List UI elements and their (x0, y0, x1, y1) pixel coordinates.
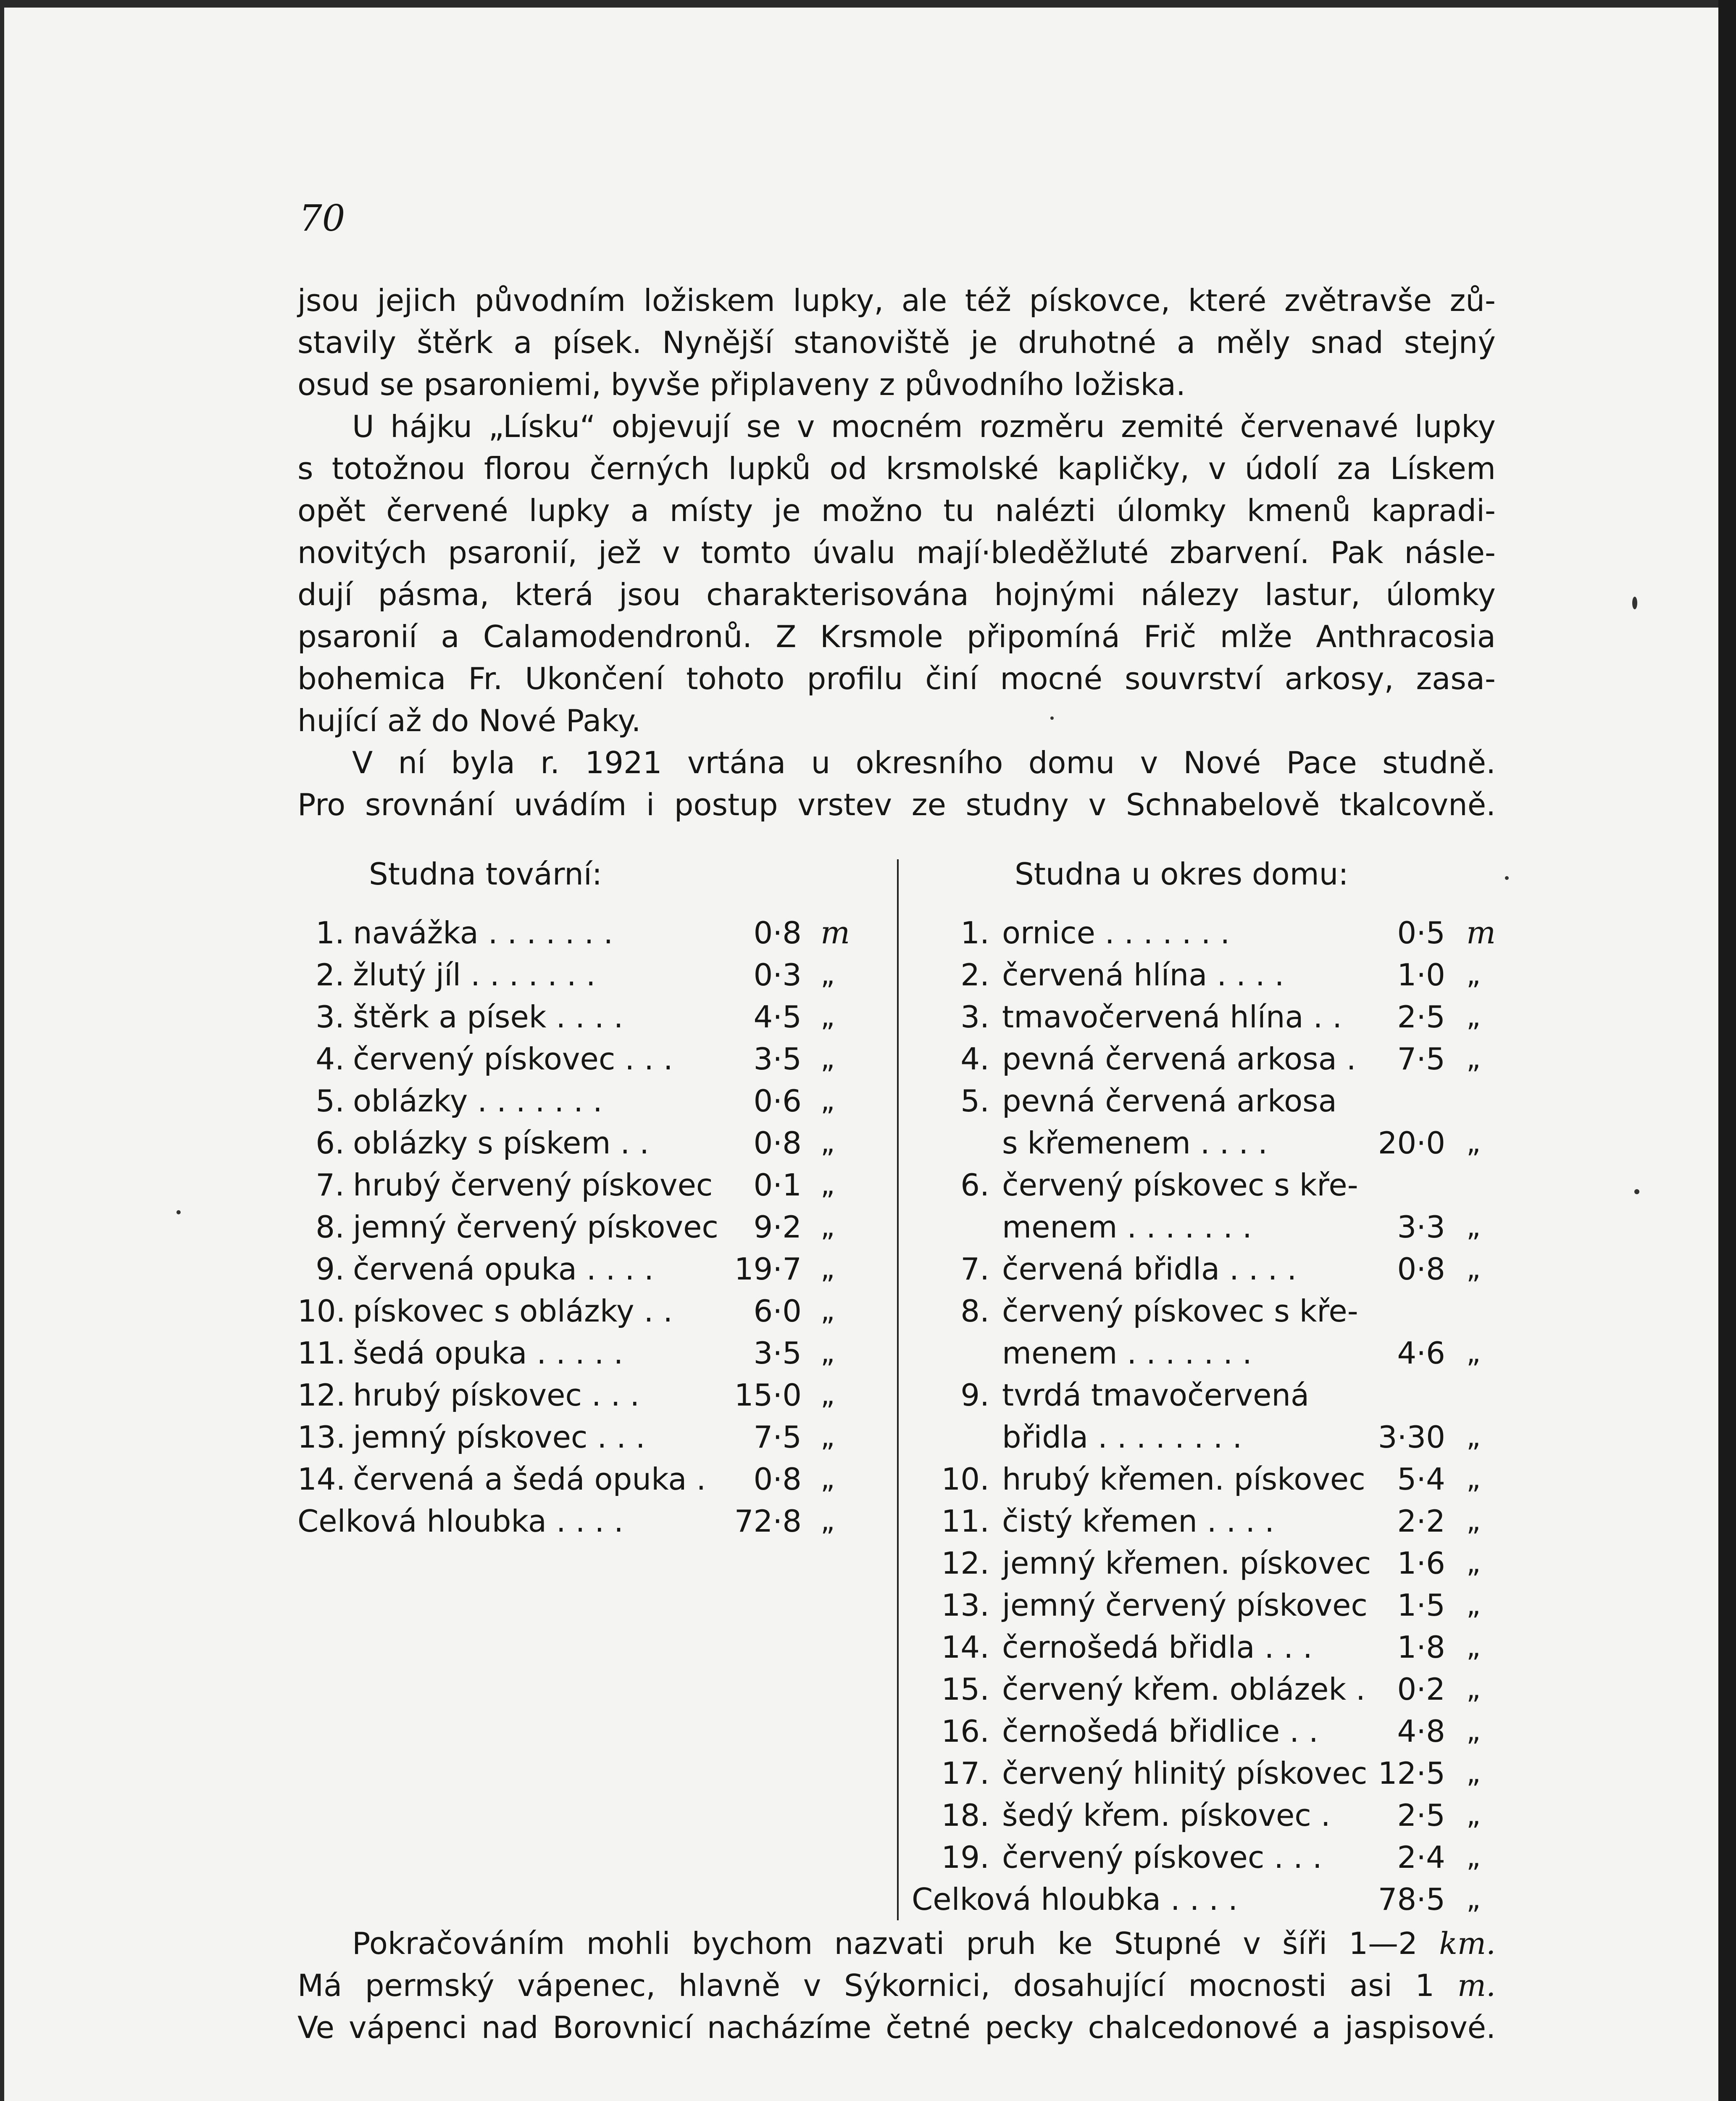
layer-number: 13. (297, 1419, 346, 1455)
leader-dots: . . . . . . . (1117, 1335, 1252, 1371)
scan-border-left (0, 0, 4, 2101)
layer-thickness: 6·0 (753, 1293, 802, 1329)
layer-thickness: 12·5 (1378, 1756, 1445, 1791)
total-row (912, 1878, 1506, 1920)
layer-number: 8. (960, 1293, 989, 1329)
leader-dots: . . . . (576, 1251, 654, 1287)
layer-row (297, 912, 860, 954)
layer-name-text: jemný křemen. pískovec (1002, 1545, 1371, 1581)
unit-mark: „ (821, 1085, 835, 1117)
scan-border-right (1718, 0, 1736, 2101)
unit-mark: „ (1466, 1673, 1481, 1705)
unit-mark: „ (821, 1253, 835, 1285)
layer-number: 6. (316, 1125, 345, 1161)
total-label-text: Celková hloubka (297, 1503, 547, 1539)
layer-thickness: 3·5 (753, 1335, 802, 1371)
layer-name-text: červená a šedá opuka (353, 1461, 687, 1497)
layer-name (1002, 996, 1342, 1038)
layer-name (353, 1038, 673, 1080)
unit-km: km. (1439, 1926, 1496, 1961)
layer-thickness: 2·5 (1397, 999, 1445, 1035)
layer-name (353, 1206, 718, 1248)
layer-name-text: červený pískovec s kře- (1002, 1293, 1358, 1329)
layer-row (297, 1122, 860, 1164)
layer-row (297, 1290, 860, 1332)
layer-number: 14. (941, 1630, 989, 1665)
unit-mark: „ (1466, 1589, 1481, 1621)
leader-dots: . . (610, 1125, 650, 1161)
layer-row (935, 1248, 1506, 1290)
scan-border-top (0, 0, 1736, 8)
layer-number: 16. (941, 1714, 989, 1749)
layer-name (353, 1164, 713, 1206)
layer-thickness: 9·2 (753, 1209, 802, 1245)
layer-thickness: 20·0 (1378, 1125, 1445, 1161)
layer-name-text: červený pískovec (1002, 1840, 1265, 1875)
layer-name (353, 1332, 623, 1374)
layer-number: 7. (960, 1251, 989, 1287)
unit-mark: m (821, 915, 850, 951)
leader-dots: . . . . (546, 999, 623, 1035)
layer-name (1002, 1458, 1365, 1500)
total-row (297, 1500, 860, 1542)
layer-name-text: červený hlinitý pískovec (1002, 1756, 1368, 1791)
layer-thickness: 0·8 (753, 1125, 802, 1161)
layer-name (353, 912, 613, 954)
layer-row (297, 954, 860, 996)
layer-thickness: 1·5 (1397, 1588, 1445, 1623)
layer-number: 5. (316, 1083, 345, 1119)
layer-row (935, 1500, 1506, 1542)
layer-name (353, 1374, 639, 1416)
unit-mark: „ (1466, 1547, 1481, 1579)
unit-mark: „ (821, 1127, 835, 1159)
leader-dots: . . (1303, 999, 1342, 1035)
layer-row (297, 1038, 860, 1080)
layer-name-text: navážka (353, 915, 479, 950)
unit-mark: „ (1466, 1757, 1481, 1789)
layer-name (1002, 1500, 1274, 1542)
layer-thickness: 0·8 (753, 1461, 802, 1497)
layer-name-text: hrubý červený pískovec (353, 1167, 713, 1203)
layer-name (353, 1122, 649, 1164)
text-line: U hájku „Lísku“ objevují se v mocném rozměru zemité červenavé lupky (352, 409, 1496, 444)
layer-row (297, 1248, 860, 1290)
layer-name-text: červená hlína (1002, 957, 1207, 993)
layer-number: 3. (960, 999, 989, 1035)
text-line: hující až do Nové Paky. (297, 703, 641, 738)
unit-mark: „ (821, 1379, 835, 1411)
layer-thickness: 0·8 (1397, 1251, 1445, 1287)
layer-name-text: tmavočervená hlína (1002, 999, 1304, 1035)
unit-mark: „ (1466, 1043, 1481, 1075)
text-line: novitých psaronií, jež v tomto úvalu mají·bleděžluté zbarvení. Pak násle- (297, 535, 1496, 570)
layer-number: 1. (316, 915, 345, 950)
layer-name (1002, 1710, 1318, 1752)
layer-row (935, 1836, 1506, 1878)
layer-thickness: 2·2 (1397, 1503, 1445, 1539)
layer-name-text: červená opuka (353, 1251, 577, 1287)
layer-row (935, 1668, 1506, 1710)
layer-name (1002, 1836, 1322, 1878)
layer-name (1002, 954, 1284, 996)
text-line: dují pásma, která jsou charakterisována hojnými nálezy lastur, úlomky (297, 577, 1496, 612)
layer-name-text: černošedá břidla (1002, 1630, 1255, 1665)
layer-name (1002, 1794, 1331, 1836)
layer-row (297, 1374, 860, 1416)
layer-name-text: šedá opuka (353, 1335, 527, 1371)
layer-name-text: šedý křem. pískovec (1002, 1798, 1311, 1833)
layer-name (1002, 1668, 1365, 1710)
unit-mark: „ (1466, 1127, 1481, 1159)
closing-paragraph (297, 1922, 1496, 2048)
layer-name (1002, 1164, 1358, 1248)
layer-name-text: jemný pískovec (353, 1419, 588, 1455)
layer-number: 8. (316, 1209, 345, 1245)
layer-row (935, 1038, 1506, 1080)
layer-row (935, 1080, 1506, 1164)
layer-name-text: jemný červený pískovec (1002, 1588, 1368, 1623)
scan-speck (176, 1210, 181, 1214)
layer-row (935, 1794, 1506, 1836)
text-line: Ve vápenci nad Borovnicí nacházíme četné pecky chalcedonové a jaspisové. (297, 2010, 1496, 2045)
layer-thickness: 7·5 (753, 1419, 802, 1455)
layer-number: 14. (297, 1461, 346, 1497)
layer-thickness: 1·8 (1397, 1630, 1445, 1665)
unit-mark: „ (1466, 1463, 1481, 1495)
layer-number: 2. (960, 957, 989, 993)
scan-speck (1632, 597, 1637, 609)
layer-thickness: 0·6 (753, 1083, 802, 1119)
layer-number: 15. (941, 1672, 989, 1707)
layer-name-text: červená břidla (1002, 1251, 1220, 1287)
layer-number: 12. (941, 1545, 989, 1581)
layer-row (297, 1332, 860, 1374)
layer-number: 10. (297, 1293, 346, 1329)
layer-thickness: 1·6 (1397, 1545, 1445, 1581)
layer-name (1002, 1374, 1309, 1458)
layer-row (935, 1710, 1506, 1752)
layer-name (353, 1290, 673, 1332)
text-line: s totožnou florou černých lupků od krsmolské kapličky, v údolí za Lískem (297, 451, 1496, 486)
layer-row (935, 996, 1506, 1038)
layer-name-text: s křemenem (1002, 1125, 1191, 1161)
layer-name-text: červený pískovec s kře- (1002, 1167, 1358, 1203)
layer-number: 7. (316, 1167, 345, 1203)
layer-number: 11. (297, 1335, 346, 1371)
layer-number: 5. (960, 1083, 989, 1119)
unit-mark: „ (821, 1463, 835, 1495)
leader-dots: . . . (581, 1377, 640, 1413)
layer-thickness: 3·5 (753, 1041, 802, 1077)
layer-row (297, 1164, 860, 1206)
layer-number: 17. (941, 1756, 989, 1791)
layer-row (935, 1458, 1506, 1500)
layer-thickness: 0·5 (1397, 915, 1445, 950)
unit-mark: „ (821, 958, 835, 991)
unit-mark: „ (821, 1000, 835, 1033)
layer-number: 18. (941, 1798, 989, 1833)
layer-row (935, 1290, 1506, 1374)
layer-name (1002, 1584, 1368, 1626)
layer-name-text: tvrdá tmavočervená (1002, 1377, 1310, 1413)
left-layer-list (297, 912, 860, 1542)
leader-dots: . . . . . . . (468, 1083, 602, 1119)
layer-thickness: 15·0 (734, 1377, 802, 1413)
leader-dots: . . . . . . . (1095, 915, 1230, 950)
unit-m: m. (1457, 1968, 1496, 2003)
layer-row (297, 996, 860, 1038)
layer-name (353, 1416, 645, 1458)
layer-name-text: oblázky s pískem (353, 1125, 611, 1161)
text-line: opět červené lupky a místy je možno tu nalézti úlomky kmenů kapradi- (297, 493, 1496, 528)
unit-mark: „ (821, 1295, 835, 1327)
closing-line-text: Má permský vápenec, hlavně v Sýkornici, dosahující mocnosti asi 1 (297, 1968, 1435, 2003)
layer-name (353, 1458, 706, 1500)
layer-name-continuation (1002, 1332, 1358, 1374)
layer-row (297, 1206, 860, 1248)
total-label (297, 1500, 623, 1542)
layer-row (297, 1416, 860, 1458)
layer-number: 9. (316, 1251, 345, 1287)
right-layer-list (912, 912, 1506, 1920)
layer-name-continuation (1002, 1416, 1309, 1458)
text-line: jsou jejich původním ložiskem lupky, ale též pískovce, které zvětravše zů- (297, 283, 1496, 318)
layer-thickness: 4·5 (753, 999, 802, 1035)
layer-name (1002, 912, 1230, 954)
layer-row (935, 1626, 1506, 1668)
layer-row (935, 954, 1506, 996)
scan-speck (1634, 1189, 1639, 1194)
leader-dots: . . . . (1190, 1125, 1268, 1161)
column-divider (897, 859, 899, 1920)
leader-dots: . . . . . . . . (1088, 1419, 1242, 1455)
layer-name (1002, 1752, 1367, 1794)
unit-mark: „ (1466, 1337, 1481, 1369)
layer-name (353, 954, 596, 996)
layer-number: 12. (297, 1377, 346, 1413)
layer-number: 2. (316, 957, 345, 993)
layer-row (297, 1458, 860, 1500)
closing-line-text: Pokračováním mohli bychom nazvati pruh ke Stupné v šíři 1—2 (352, 1926, 1418, 1961)
layer-name (1002, 1038, 1356, 1080)
layer-name-text: pískovec s oblázky (353, 1293, 634, 1329)
leader-dots: . . . . . . . (1117, 1209, 1252, 1245)
unit-mark: „ (1466, 1505, 1481, 1537)
layer-name (353, 1080, 602, 1122)
leader-dots: . (1336, 1041, 1356, 1077)
layer-name-text: menem (1002, 1335, 1118, 1371)
layer-number: 1. (960, 915, 989, 950)
layer-thickness: 0·1 (753, 1167, 802, 1203)
text-line: osud se psaroniemi, byvše připlaveny z původního ložiska. (297, 367, 1186, 402)
scan-speck (1505, 876, 1509, 880)
layer-number: 9. (960, 1377, 989, 1413)
layer-number: 4. (316, 1041, 345, 1077)
total-depth: 78·5 (1378, 1882, 1445, 1917)
layer-name-text: pevná červená arkosa (1002, 1083, 1337, 1119)
unit-mark: „ (1466, 1253, 1481, 1285)
layer-thickness: 4·8 (1397, 1714, 1445, 1749)
layer-name (1002, 1080, 1337, 1164)
layer-name-text: štěrk a písek (353, 999, 547, 1035)
layer-row (297, 1080, 860, 1122)
text-line: psaronií a Calamodendronů. Z Krsmole připomíná Frič mlže Anthracosia (297, 619, 1496, 654)
total-label (912, 1878, 1238, 1920)
leader-dots: . . . (615, 1041, 673, 1077)
layer-number: 11. (941, 1503, 989, 1539)
layer-thickness: 0·2 (1397, 1672, 1445, 1707)
layer-row (935, 1584, 1506, 1626)
layer-name-text: ornice (1002, 915, 1095, 950)
leader-dots: . . (634, 1293, 673, 1329)
studne-paragraph (297, 742, 1496, 826)
layer-row (935, 1374, 1506, 1458)
unit-mark: „ (821, 1421, 835, 1453)
layer-number: 19. (941, 1840, 989, 1875)
unit-mark: „ (1466, 1841, 1481, 1873)
total-label-text: Celková hloubka (912, 1882, 1161, 1917)
layer-name-continuation (1002, 1122, 1337, 1164)
layer-name (353, 996, 623, 1038)
layer-thickness: 3·3 (1397, 1209, 1445, 1245)
leader-dots: . . . . . . . (461, 957, 596, 993)
text-line: stavily štěrk a písek. Nynější stanoviště je druhotné a měly snad stejný (297, 325, 1496, 360)
unit-mark: „ (1466, 1883, 1481, 1915)
layer-number: 4. (960, 1041, 989, 1077)
leader-dots: . . . . (546, 1503, 624, 1539)
layer-number: 6. (960, 1167, 989, 1203)
layer-name-text: černošedá břidlice (1002, 1714, 1280, 1749)
leader-dots: . . (1280, 1714, 1318, 1749)
unit-mark: „ (1466, 1421, 1481, 1453)
layer-row (935, 912, 1506, 954)
layer-name-text: červený křem. oblázek (1002, 1672, 1347, 1707)
layer-thickness: 2·5 (1397, 1798, 1445, 1833)
text-line (297, 1964, 1496, 2006)
leader-dots: . (687, 1461, 706, 1497)
leader-dots: . . . . . (527, 1335, 623, 1371)
layer-name-text: jemný červený pískovec (353, 1209, 718, 1245)
scan-speck (1050, 716, 1054, 720)
leader-dots: . . . (1264, 1840, 1322, 1875)
text-line: V ní byla r. 1921 vrtána u okresního domu v Nové Pace studně. (352, 745, 1496, 780)
layer-name (353, 1248, 654, 1290)
layer-thickness: 0·8 (753, 915, 802, 950)
unit-mark: „ (821, 1211, 835, 1243)
layer-row (935, 1164, 1506, 1248)
layer-number: 3. (316, 999, 345, 1035)
unit-mark: „ (821, 1337, 835, 1369)
layer-name-continuation (1002, 1206, 1358, 1248)
unit-mark: „ (821, 1505, 835, 1537)
page-number: 70 (299, 197, 345, 240)
leader-dots: . (1346, 1672, 1365, 1707)
layer-thickness: 0·3 (753, 957, 802, 993)
layer-thickness: 3·30 (1378, 1419, 1445, 1455)
layer-thickness: 4·6 (1397, 1335, 1445, 1371)
layer-thickness: 7·5 (1397, 1041, 1445, 1077)
unit-mark: „ (1466, 1715, 1481, 1747)
layer-number: 10. (941, 1461, 989, 1497)
leader-dots: . . . . (1197, 1503, 1274, 1539)
text-line: bohemica Fr. Ukončení tohoto profilu činí mocné souvrství arkosy, zasa- (297, 661, 1496, 696)
left-table-heading: Studna tovární: (369, 856, 602, 892)
layer-name-text: hrubý pískovec (353, 1377, 582, 1413)
intro-paragraph (297, 279, 1496, 405)
right-table-heading: Studna u okres domu: (1015, 856, 1349, 892)
leader-dots: . . . . (1160, 1882, 1238, 1917)
layer-name (1002, 1626, 1313, 1668)
unit-mark: „ (1466, 958, 1481, 991)
layer-name-text: břidla (1002, 1419, 1089, 1455)
layer-name-text: pevná červená arkosa (1002, 1041, 1337, 1077)
layer-name (1002, 1248, 1297, 1290)
unit-mark: „ (821, 1043, 835, 1075)
leader-dots: . (1311, 1798, 1331, 1833)
unit-mark: m (1466, 915, 1496, 951)
layer-name-text: žlutý jíl (353, 957, 461, 993)
layer-thickness: 2·4 (1397, 1840, 1445, 1875)
unit-mark: „ (1466, 1211, 1481, 1243)
layer-name-text: oblázky (353, 1083, 468, 1119)
layer-row (935, 1752, 1506, 1794)
text-line: Pro srovnání uvádím i postup vrstev ze studny v Schnabelově tkalcovně. (297, 787, 1496, 822)
layer-thickness: 19·7 (734, 1251, 802, 1287)
leader-dots: . . . (1255, 1630, 1313, 1665)
text-line (297, 1922, 1496, 1964)
leader-dots: . . . . . . . (478, 915, 613, 950)
layer-thickness: 1·0 (1397, 957, 1445, 993)
leader-dots: . . . (587, 1419, 645, 1455)
layer-name-text: menem (1002, 1209, 1118, 1245)
layer-name-text: hrubý křemen. pískovec (1002, 1461, 1365, 1497)
layer-number: 13. (941, 1588, 989, 1623)
layer-name (1002, 1290, 1358, 1374)
leader-dots: . . . . (1207, 957, 1284, 993)
unit-mark: „ (1466, 1000, 1481, 1033)
leader-dots: . . . . (1220, 1251, 1297, 1287)
layer-name (1002, 1542, 1371, 1584)
layer-name-text: červený pískovec (353, 1041, 615, 1077)
unit-mark: „ (821, 1169, 835, 1201)
total-depth: 72·8 (734, 1503, 802, 1539)
unit-mark: „ (1466, 1799, 1481, 1831)
layer-row (935, 1542, 1506, 1584)
unit-mark: „ (1466, 1631, 1481, 1663)
lisku-paragraph (297, 405, 1496, 742)
layer-name-text: čistý křemen (1002, 1503, 1197, 1539)
layer-thickness: 5·4 (1397, 1461, 1445, 1497)
